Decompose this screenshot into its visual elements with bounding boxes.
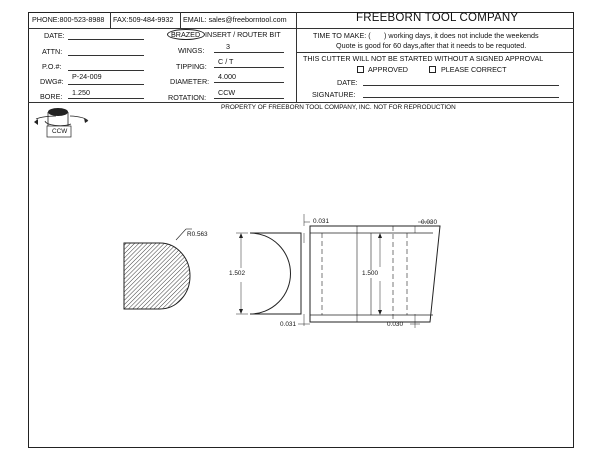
fax-number: FAX:509-484-9932 [113, 15, 174, 24]
time-to-make-label: TIME TO MAKE: ( [313, 31, 371, 40]
diameter-label: DIAMETER: [170, 77, 210, 86]
dimension-top-left: 0.031 [313, 218, 329, 225]
tipping-label: TIPPING: [176, 62, 207, 71]
email-address: EMAIL: sales@freeborntool.com [183, 15, 287, 24]
dimension-top-right: 0.030 [421, 219, 437, 226]
tipping-value: C / T [218, 57, 234, 66]
please-correct-label: PLEASE CORRECT [441, 65, 507, 74]
rotation-icon-label: CCW [52, 128, 68, 135]
property-notice: PROPERTY OF FREEBORN TOOL COMPANY, INC. NOT FOR REPRODUCTION [221, 104, 456, 111]
profile-section [124, 243, 190, 309]
po-label: P.O.#: [42, 62, 62, 71]
outer-height-dimension: 1.502 [229, 270, 245, 277]
company-name: FREEBORN TOOL COMPANY [356, 12, 519, 24]
type-insert-router: INSERT / ROUTER BIT [205, 30, 281, 39]
approved-label: APPROVED [368, 65, 408, 74]
dwg-label: DWG#: [40, 77, 64, 86]
type-brazed: BRAZED [171, 30, 201, 39]
dimension-bottom-right: 0.030 [387, 321, 403, 328]
rotation-value: CCW [218, 88, 236, 97]
radius-dimension: R0.563 [187, 231, 208, 238]
bore-value: 1.250 [72, 88, 90, 97]
inner-height-dimension: 1.500 [362, 270, 378, 277]
dwg-value: P-24-009 [72, 72, 102, 81]
approval-notice: THIS CUTTER WILL NOT BE STARTED WITHOUT A SIGNED APPROVAL [303, 54, 544, 63]
date-label: DATE: [44, 31, 65, 40]
phone-number: PHONE:800-523-8988 [32, 15, 105, 24]
quote-validity: Quote is good for 60 days,after that it needs to be requoted. [336, 41, 527, 50]
dimension-bottom-left: 0.031 [280, 321, 296, 328]
wings-label: WINGS: [178, 46, 205, 55]
diameter-value: 4.000 [218, 72, 236, 81]
approval-date-label: DATE: [337, 78, 358, 87]
signature-label: SIGNATURE: [312, 90, 356, 99]
concave-profile [250, 233, 301, 314]
attn-label: ATTN: [42, 47, 63, 56]
wings-value: 3 [226, 42, 230, 51]
rotation-label: ROTATION: [168, 93, 207, 102]
bore-label: BORE: [40, 92, 63, 101]
time-to-make-note: ) working days, it does not include the weekends [384, 31, 539, 40]
